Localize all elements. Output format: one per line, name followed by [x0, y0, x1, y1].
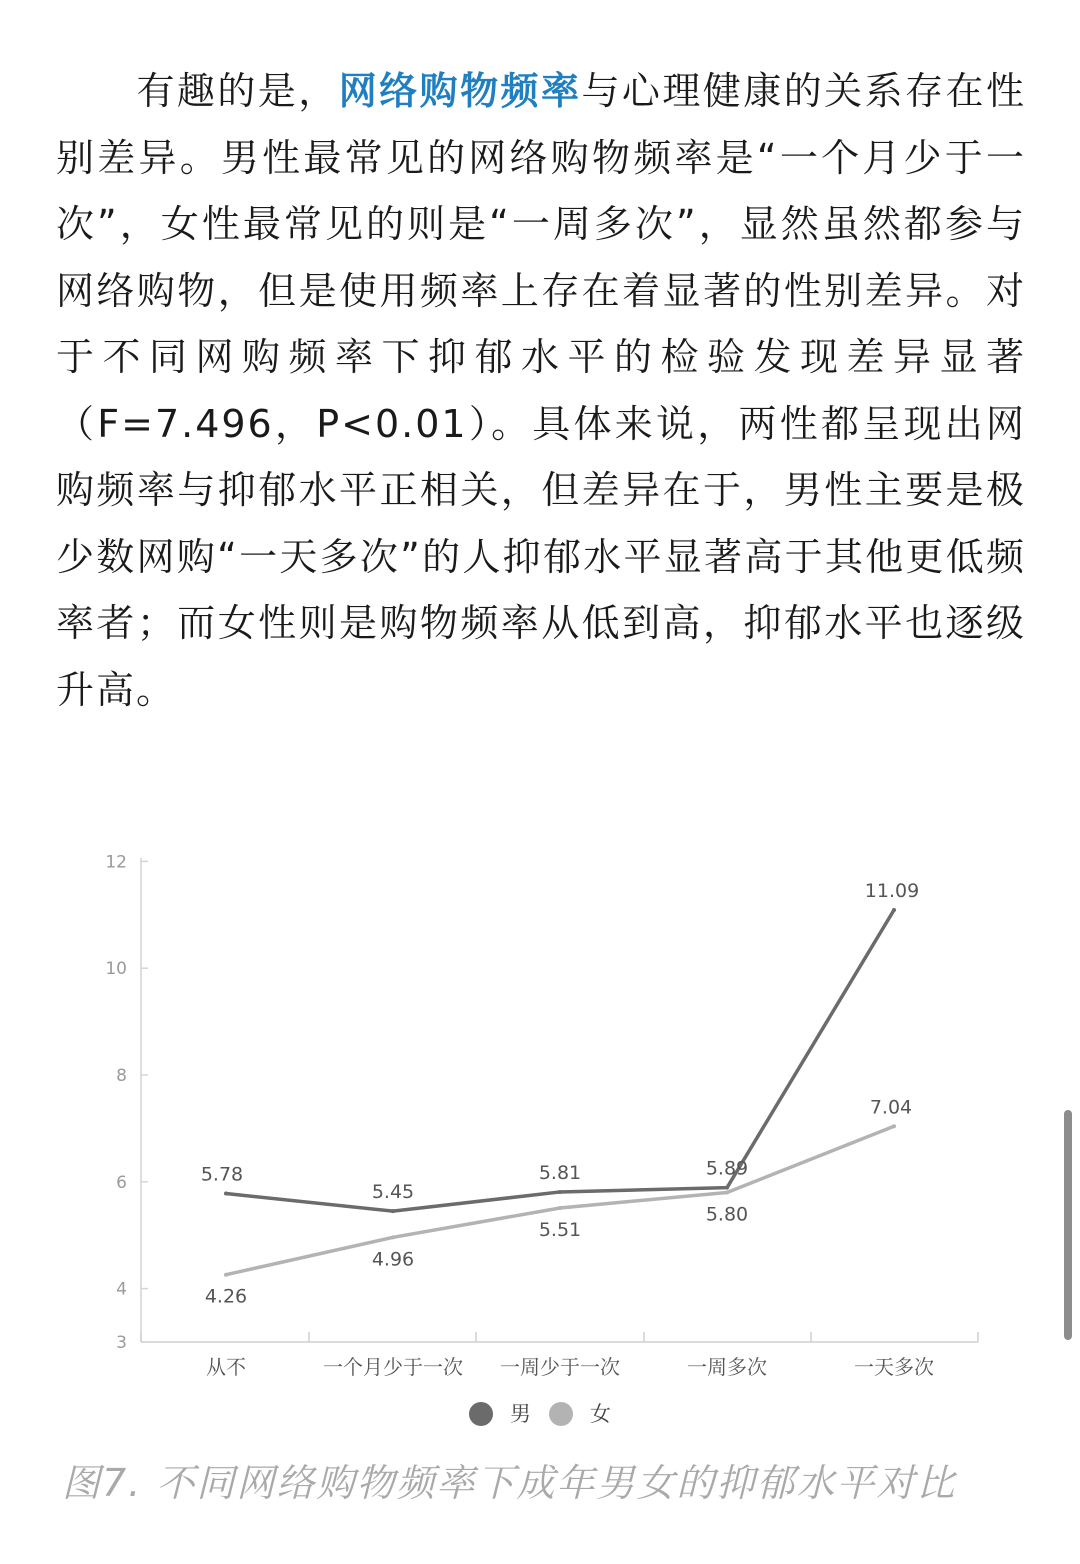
data-point [558, 1190, 562, 1194]
y-tick-label: 8 [116, 1066, 127, 1086]
y-tick-label: 10 [105, 959, 127, 980]
x-tick-label: 从不 [206, 1355, 246, 1379]
x-tick-label: 一周少于一次 [500, 1355, 620, 1379]
y-tick-label: 6 [116, 1172, 127, 1193]
scrollbar-thumb[interactable] [1064, 1110, 1072, 1340]
figure-caption: 图7. 不同网络购物频率下成年男女的抑郁水平对比 [62, 1461, 957, 1505]
legend-marker-female [549, 1402, 573, 1426]
x-axis-ticks [141, 1332, 978, 1379]
data-label: 5.51 [538, 1218, 582, 1241]
y-tick-label: 12 [105, 852, 127, 873]
data-point [725, 1186, 729, 1190]
y-tick-label: 4 [116, 1279, 127, 1300]
x-tick-label: 一天多次 [854, 1355, 934, 1379]
data-label: 5.89 [705, 1157, 749, 1180]
data-point [892, 1124, 896, 1128]
data-label: 11.09 [864, 879, 920, 902]
line-chart [0, 820, 1080, 1440]
article-text-body: 与心理健康的关系存在性别差异。男性最常见的网络购物频率是“一个月少于一次”，女性最常见的则是“一周多次”，显然虽然都参与网络购物，但是使用频率上存在着显著的性别差异。对于不同网购频率下抑郁水平的检验发现差异显著（F=7.496，P<0.01）。具体来说，两性都呈现出网购频率与抑郁水平正相关，但差异在于，男性主要是极少数网购“一天多次”的人抑郁水平显著高于其他更低频率者；而女性则是购物频率从低到高，抑郁水平也逐级升高。 [56, 69, 1026, 712]
data-label: 5.80 [705, 1203, 749, 1226]
data-point [558, 1206, 562, 1210]
highlight-link[interactable]: 网络购物频率 [338, 69, 582, 113]
y-tick-label: 3 [116, 1333, 127, 1353]
data-point [224, 1273, 228, 1277]
data-point [224, 1192, 228, 1196]
data-point [892, 908, 896, 912]
series-line-female [226, 1126, 894, 1274]
x-tick-label: 一周多次 [687, 1355, 767, 1379]
article-text-intro: 有趣的是， [136, 69, 339, 113]
legend-label: 女 [590, 1402, 611, 1426]
data-label: 4.96 [371, 1248, 415, 1271]
data-point [391, 1235, 395, 1239]
x-tick-label: 一个月少于一次 [323, 1355, 463, 1379]
series-layer [201, 880, 919, 1308]
data-point [391, 1209, 395, 1213]
legend-marker-male [469, 1402, 493, 1426]
data-label: 5.81 [538, 1161, 582, 1184]
legend [469, 1402, 611, 1426]
data-label: 4.26 [204, 1285, 248, 1308]
legend-label: 男 [510, 1402, 531, 1426]
data-label: 5.45 [371, 1181, 415, 1204]
data-label: 5.78 [200, 1163, 244, 1186]
chart-axes [141, 858, 978, 1342]
article-paragraph [56, 58, 1026, 723]
data-point [725, 1190, 729, 1194]
data-label: 7.04 [869, 1096, 913, 1119]
